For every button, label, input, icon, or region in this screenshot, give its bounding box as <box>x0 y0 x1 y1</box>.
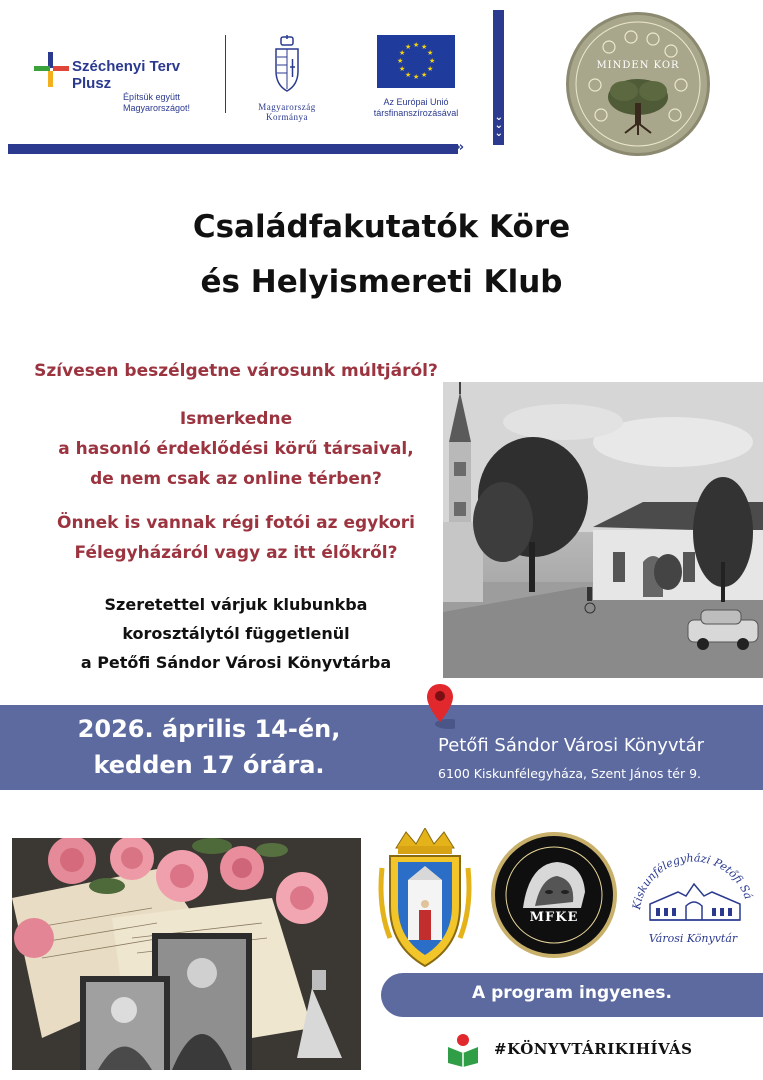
library-logo-line2: Városi Könyvtár <box>648 932 738 945</box>
eu-flag-icon <box>377 35 455 88</box>
szechenyi-cross-icon <box>32 50 72 90</box>
mfke-logo <box>491 832 617 958</box>
gov-line1: Magyarország <box>258 102 316 112</box>
historic-street-photo <box>443 382 763 678</box>
svg-text:★: ★ <box>429 57 436 65</box>
szechenyi-slogan <box>123 92 190 114</box>
free-program-text: A program ingyenes. <box>472 983 672 1003</box>
government-text <box>248 102 326 122</box>
vintage-photos-and-roses-image <box>12 838 361 1070</box>
svg-text:★: ★ <box>405 71 412 79</box>
szechenyi-slogan-line1: Építsük együtt <box>123 92 181 102</box>
chevron-down-icon: ⌄ <box>494 120 503 131</box>
svg-text:★: ★ <box>427 49 434 57</box>
svg-text:★: ★ <box>421 71 428 79</box>
sponsor-divider <box>225 35 226 113</box>
question-photos-line1: Önnek is vannak régi fotói az egykori <box>57 513 415 533</box>
mfke-portrait-icon <box>495 836 613 954</box>
tree-icon <box>569 15 707 153</box>
eu-stars <box>377 35 455 88</box>
library-logo-line1: Kiskunfélegyházi Petőfi Sá <box>629 851 755 911</box>
svg-text:★: ★ <box>399 49 406 57</box>
venue-name: Petőfi Sándor Városi Könyvtár <box>438 735 705 756</box>
svg-text:★: ★ <box>405 43 412 51</box>
vintage-photos-drawing <box>12 838 361 1070</box>
invitation-line3: a Petőfi Sándor Városi Könyvtárba <box>80 653 392 672</box>
venue-address: 6100 Kiskunfélegyháza, Szent János tér 9. <box>438 766 702 781</box>
sponsor-banner <box>8 10 504 154</box>
question-photos <box>0 508 472 568</box>
event-date-line1: 2026. április 14-én, <box>77 715 341 743</box>
chevron-right-icon: ››› <box>452 140 463 155</box>
title-line1: Családfakutatók Köre <box>192 209 571 245</box>
book-reading-icon <box>445 1031 481 1067</box>
question-meet-line3: de nem csak az online térben? <box>90 469 382 489</box>
page-title <box>0 200 763 310</box>
szechenyi-slogan-line2: Magyarországot! <box>123 103 191 113</box>
chevron-down-icon: ⌄ <box>494 112 503 123</box>
government-logo <box>248 35 326 125</box>
hashtag-text: #KÖNYVTÁRIKIHÍVÁS <box>494 1040 693 1058</box>
mfke-text: MFKE <box>529 910 579 925</box>
eu-line2: társfinanszírozásával <box>373 108 459 118</box>
event-date <box>0 711 418 783</box>
eu-text <box>358 97 474 119</box>
szechenyi-title: Széchenyi Terv Plusz <box>72 58 181 92</box>
szechenyi-logo <box>32 40 212 115</box>
invitation-line1: Szeretettel várjuk klubunkba <box>104 595 368 614</box>
question-meet-line2: a hasonló érdeklődési körű társaival, <box>58 439 414 459</box>
title-line2: és Helyismereti Klub <box>200 264 563 300</box>
svg-text:★: ★ <box>413 73 420 81</box>
town-coat-of-arms-icon <box>376 828 474 970</box>
street-scene-drawing <box>443 382 763 678</box>
svg-text:★: ★ <box>413 41 420 49</box>
gov-line2: Kormánya <box>266 112 308 122</box>
svg-text:★: ★ <box>399 65 406 73</box>
map-pin-icon <box>425 682 455 730</box>
hungarian-coat-of-arms-icon <box>272 35 302 93</box>
svg-text:★: ★ <box>397 57 404 65</box>
eu-line1: Az Európai Unió <box>383 97 449 107</box>
invitation-text <box>0 590 472 677</box>
library-logo <box>628 832 758 962</box>
question-meet-line1: Ismerkedne <box>179 409 293 429</box>
question-photos-line2: Félegyházáról vagy az itt élőkről? <box>74 543 398 563</box>
question-meet <box>0 404 472 494</box>
invitation-line2: korosztálytól függetlenül <box>122 624 350 643</box>
svg-text:★: ★ <box>427 65 434 73</box>
chevron-down-icon: ⌄ <box>494 128 503 139</box>
question-history: Szívesen beszélgetne városunk múltjáról? <box>34 361 438 381</box>
eu-logo <box>358 35 478 125</box>
minden-kor-text: MINDEN KOR <box>596 60 680 71</box>
event-date-line2: kedden 17 órára. <box>93 751 325 779</box>
banner-bottom-bar <box>8 144 458 154</box>
minden-kor-logo <box>566 12 710 156</box>
svg-text:★: ★ <box>421 43 428 51</box>
